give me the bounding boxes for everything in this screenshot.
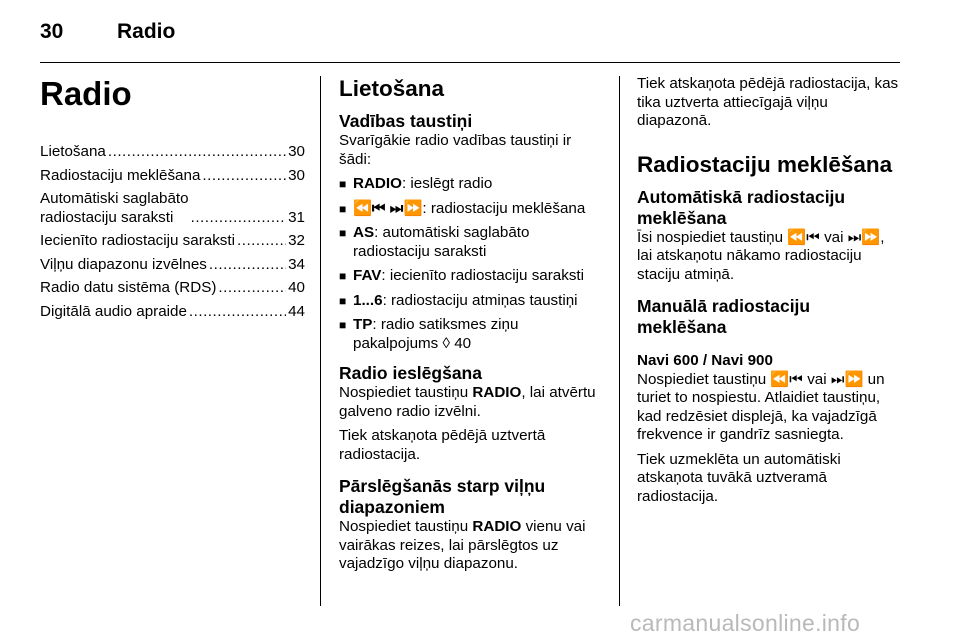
intro-text: Svarīgākie radio vadības taustiņi ir šādi: bbox=[339, 132, 572, 168]
control-key-label: TP bbox=[353, 316, 373, 333]
control-key-label: RADIO bbox=[353, 175, 402, 192]
paragraph-iesleg-1 bbox=[339, 384, 607, 421]
toc-entry[interactable] bbox=[40, 303, 305, 322]
control-key-desc: : radiostaciju meklēšana bbox=[422, 199, 586, 217]
control-key-label: FAV bbox=[353, 267, 382, 284]
toc-entry-page: 31 bbox=[288, 208, 305, 226]
toc-entry-label: Lietošana bbox=[40, 143, 106, 160]
toc-entry-page: 40 bbox=[288, 279, 305, 296]
subheading-navi: Navi 600 / Navi 900 bbox=[637, 352, 773, 369]
toc-leader-dots bbox=[218, 279, 286, 298]
page-number: 30 bbox=[40, 20, 64, 43]
toc-entry[interactable] bbox=[40, 143, 305, 162]
toc-leader-dots bbox=[108, 143, 286, 162]
toc-entry-label: Radio datu sistēma (RDS) bbox=[40, 279, 217, 296]
toc-entry-label: Radiostaciju meklēšana bbox=[40, 166, 201, 184]
column-divider-right bbox=[619, 76, 620, 606]
toc-entry-page: 30 bbox=[288, 166, 305, 184]
toc-entry[interactable] bbox=[40, 279, 305, 298]
control-key-desc: : iecienīto radiostaciju saraksti bbox=[381, 267, 585, 284]
watermark-text: carmanualsonline.info bbox=[630, 610, 861, 636]
control-key-label: ⏪⏮ ⏭⏩ bbox=[353, 199, 423, 217]
paragraph-auto: Īsi nospiediet taustiņu ⏪⏮ vai ⏭⏩, lai atskaņotu nākamo radiostaciju staciju atmiņā. bbox=[637, 228, 885, 283]
section-heading-lietosana: Lietošana bbox=[339, 76, 445, 101]
toc-leader-dots bbox=[237, 232, 286, 251]
subheading-vadibas: Vadības taustiņi bbox=[339, 111, 473, 131]
toc-leader-dots bbox=[191, 209, 287, 228]
toc-entry-page: 44 bbox=[288, 302, 305, 320]
toc-leader-dots bbox=[209, 256, 286, 275]
section-heading-meklesana: Radiostaciju meklēšana bbox=[637, 151, 893, 177]
control-key-item bbox=[339, 175, 607, 194]
control-key-label: AS bbox=[353, 224, 375, 241]
content-column-2 bbox=[339, 75, 607, 580]
subheading-parsleg: Pārslēgšanās starp viļņu diapazoniem bbox=[339, 476, 546, 517]
paragraph-navi-2: Tiek uzmeklēta un automātiski atskaņota tuvākā uztveramā radiostacija. bbox=[637, 450, 841, 505]
toc-leader-dots bbox=[189, 303, 286, 322]
toc-entry-page: 32 bbox=[288, 232, 305, 249]
control-keys-list bbox=[339, 175, 607, 353]
toc-entry-label: Automātiski saglabāto radiostaciju saraksti bbox=[40, 190, 189, 226]
spacer bbox=[637, 137, 903, 151]
control-key-desc: : automātiski saglabāto radiostaciju saraksti bbox=[353, 224, 530, 260]
toc-entry[interactable] bbox=[40, 232, 305, 251]
toc-entry-label: Iecienīto radiostaciju saraksti bbox=[40, 232, 235, 249]
toc-entry[interactable] bbox=[40, 256, 305, 275]
paragraph-parsleg bbox=[339, 518, 607, 574]
control-key-item bbox=[339, 292, 607, 311]
subheading-auto: Automātiskā radiostaciju meklēšana bbox=[637, 186, 846, 228]
subheading-iesleg: Radio ieslēgšana bbox=[339, 363, 482, 383]
toc-leader-dots bbox=[202, 167, 286, 186]
toc-entry[interactable] bbox=[40, 167, 305, 186]
key-radio: RADIO bbox=[472, 384, 522, 401]
text-run: , lai atvērtu galveno radio izvēlni. bbox=[339, 384, 596, 420]
toc-entry-label: Viļņu diapazonu izvēlnes bbox=[40, 255, 207, 273]
toc-list bbox=[40, 143, 305, 321]
control-key-item bbox=[339, 200, 607, 219]
text-run: Nospiediet taustiņu bbox=[339, 518, 473, 535]
spacer bbox=[637, 338, 903, 352]
text-run: vienu vai vairākas reizes, lai pārslēgtos uz vajadzīgo viļņu diapazonu. bbox=[339, 518, 586, 572]
column-divider-left bbox=[320, 76, 321, 606]
paragraph-last-station: Tiek atskaņota pēdējā radiostacija, kas tika uztverta attiecīgajā viļņu diapazonā. bbox=[637, 75, 899, 129]
paragraph-iesleg-2: Tiek atskaņota pēdējā uztvertā radiostacija. bbox=[339, 427, 546, 463]
subheading-manual: Manuālā radiostaciju meklēšana bbox=[637, 296, 811, 337]
content-column-3 bbox=[637, 75, 903, 512]
control-key-item bbox=[339, 267, 607, 286]
toc-entry-page: 30 bbox=[288, 143, 305, 160]
control-key-desc: : ieslēgt radio bbox=[401, 175, 493, 192]
toc-entry[interactable] bbox=[40, 190, 305, 227]
control-key-desc: : radiostaciju atmiņas taustiņi bbox=[382, 291, 578, 309]
header-rule bbox=[40, 62, 900, 63]
toc-entry-page: 34 bbox=[288, 255, 305, 273]
toc-entry-label: Digitālā audio apraide bbox=[40, 302, 187, 320]
control-key-item bbox=[339, 316, 607, 353]
running-section-title: Radio bbox=[117, 20, 176, 43]
chapter-title: Radio bbox=[40, 75, 132, 112]
text-run: Nospiediet taustiņu bbox=[339, 384, 473, 401]
paragraph-navi: Nospiediet taustiņu ⏪⏮ vai ⏭⏩ un turiet to nospiestu. Atlaidiet taustiņu, kad redzēsiet displejā, ka vajadzīgā frekvence ir gandrīz sasniegta. bbox=[637, 370, 885, 443]
control-key-desc: : radio satiksmes ziņu pakalpojums ◊ 40 bbox=[353, 316, 519, 352]
toc-column bbox=[40, 75, 305, 326]
control-key-label: 1...6 bbox=[353, 291, 383, 309]
key-radio: RADIO bbox=[472, 518, 522, 535]
control-key-item bbox=[339, 224, 607, 261]
